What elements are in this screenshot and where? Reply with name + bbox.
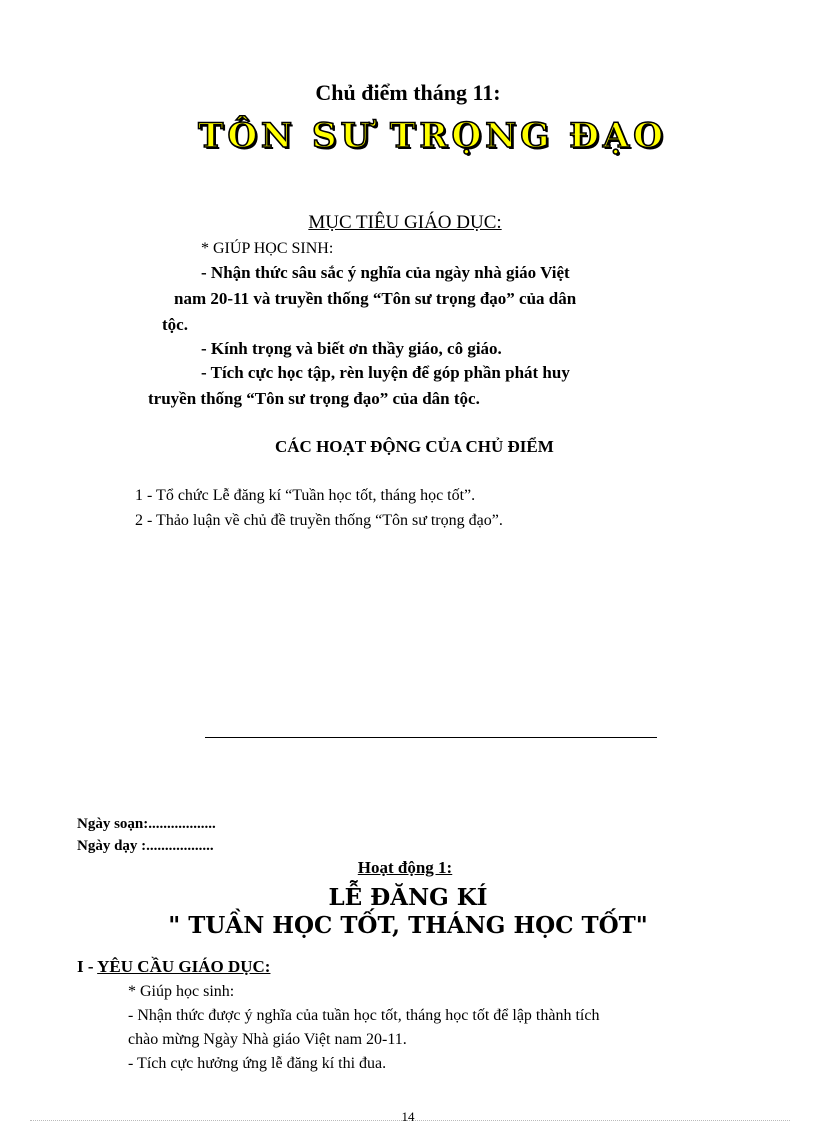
date-taught: Ngày dạy :.................. xyxy=(77,838,214,854)
activity-item-2: 2 - Thảo luận về chủ đề truyền thống “Tôn sư trọng đạo”. xyxy=(135,512,503,529)
requirements-prefix: I - xyxy=(77,957,98,976)
theme-title: TÔN SƯ TRỌNG ĐẠO xyxy=(198,116,667,156)
requirement-2: - Tích cực hưởng ứng lễ đăng kí thi đua. xyxy=(128,1055,387,1072)
activity-item-1: 1 - Tổ chức Lễ đăng kí “Tuần học tốt, tháng học tốt”. xyxy=(135,487,476,504)
date-prepared: Ngày soạn:.................. xyxy=(77,816,216,832)
goals-heading: MỤC TIÊU GIÁO DỤC: xyxy=(308,212,502,233)
requirements-intro: * Giúp học sinh: xyxy=(128,983,235,1000)
requirements-heading xyxy=(77,957,270,977)
requirement-1-line-1: - Nhận thức được ý nghĩa của tuần học tốt, tháng học tốt để lập thành tích xyxy=(128,1007,600,1024)
requirement-1-line-2: chào mừng Ngày Nhà giáo Việt nam 20-11. xyxy=(128,1031,407,1048)
goal-item-1-line-1: - Nhận thức sâu sắc ý nghĩa của ngày nhà giáo Việt xyxy=(201,263,570,282)
activity-1-label: Hoạt động 1: xyxy=(357,858,453,877)
goal-item-3-line-2: truyền thống “Tôn sư trọng đạo” của dân tộc. xyxy=(148,389,480,408)
requirements-heading-text: YÊU CẦU GIÁO DỤC: xyxy=(97,957,271,976)
goals-intro: * GIÚP HỌC SINH: xyxy=(201,240,334,257)
theme-subtitle: Chủ điểm tháng 11: xyxy=(315,80,501,105)
goal-item-1-line-2: nam 20-11 và truyền thống “Tôn sư trọng đạo” của dân xyxy=(174,289,577,308)
activity-1-title-line-1: LỄ ĐĂNG KÍ xyxy=(328,884,488,911)
section-divider xyxy=(205,737,657,738)
goal-item-2: - Kính trọng và biết ơn thầy giáo, cô giáo. xyxy=(201,339,502,358)
activities-heading: CÁC HOẠT ĐỘNG CỦA CHỦ ĐIỂM xyxy=(275,437,554,456)
goal-item-1-line-3: tộc. xyxy=(162,315,188,334)
page-number: 14 xyxy=(401,1109,415,1124)
goal-item-3-line-1: - Tích cực học tập, rèn luyện để góp phần phát huy xyxy=(201,363,570,382)
activity-1-title-line-2: " TUẦN HỌC TỐT, THÁNG HỌC TỐT" xyxy=(168,912,648,939)
